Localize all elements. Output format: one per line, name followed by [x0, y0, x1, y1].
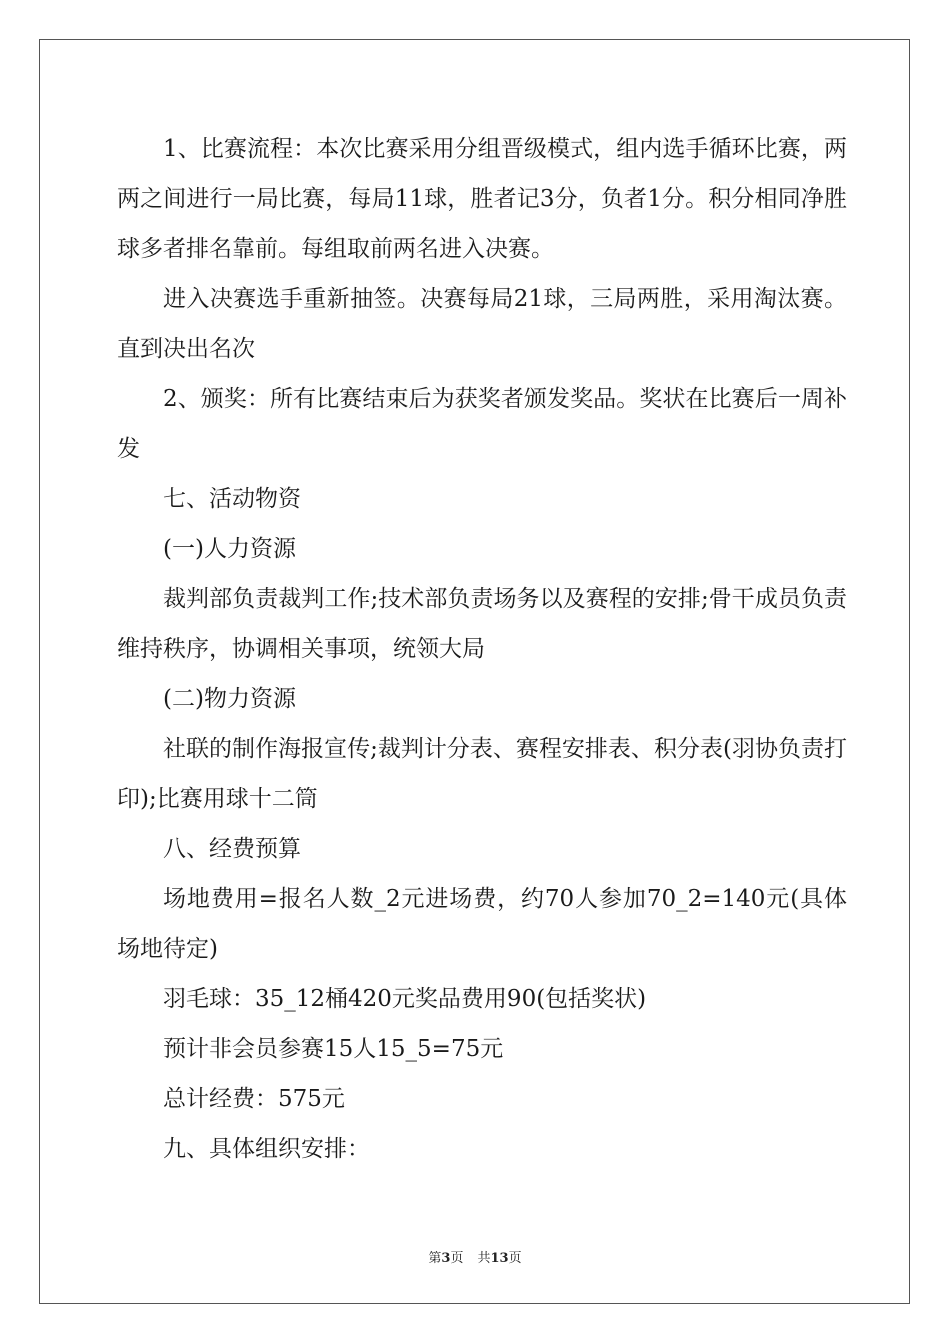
heading-organization: 九、具体组织安排： [163, 1136, 370, 1162]
page-footer [0, 1247, 950, 1266]
paragraph-venue-cost: 场地费用=报名人数_2元进场费，约70人参加70_2=140元(具体场地待定) [117, 886, 847, 962]
footer-total-pages: 13 [490, 1251, 509, 1266]
footer-total-suffix: 页 [508, 1251, 522, 1266]
document-body [117, 124, 847, 1174]
subheading-material-resources: (二)物力资源 [163, 686, 296, 712]
subheading-human-resources: (一)人力资源 [163, 536, 296, 562]
paragraph-competition-process: 1、比赛流程：本次比赛采用分组晋级模式，组内选手循环比赛，两两之间进行一局比赛，每局11球，胜者记3分，负者1分。积分相同净胜球多者排名靠前。每组取前两名进入决赛。 [117, 136, 847, 262]
footer-page-word: 页 [450, 1251, 464, 1266]
paragraph-human-resources: 裁判部负责裁判工作;技术部负责场务以及赛程的安排;骨干成员负责维持秩序，协调相关事项，统领大局 [117, 586, 847, 662]
footer-prefix: 第 [428, 1251, 442, 1266]
paragraph-shuttlecock-cost: 羽毛球：35_12桶420元奖品费用90(包括奖状) [163, 986, 647, 1012]
paragraph-material-resources: 社联的制作海报宣传;裁判计分表、赛程安排表、积分表(羽协负责打印);比赛用球十二筒 [117, 736, 847, 812]
heading-activity-materials: 七、活动物资 [163, 486, 301, 512]
paragraph-non-member-fee: 预计非会员参赛15人15_5=75元 [163, 1036, 504, 1062]
footer-total-prefix: 共 [477, 1251, 491, 1266]
paragraph-total-cost: 总计经费：575元 [163, 1086, 345, 1112]
paragraph-finals: 进入决赛选手重新抽签。决赛每局21球，三局两胜，采用淘汰赛。直到决出名次 [117, 286, 847, 362]
heading-budget: 八、经费预算 [163, 836, 301, 862]
paragraph-awards: 2、颁奖：所有比赛结束后为获奖者颁发奖品。奖状在比赛后一周补发 [117, 386, 847, 462]
footer-current-page: 3 [441, 1251, 451, 1266]
